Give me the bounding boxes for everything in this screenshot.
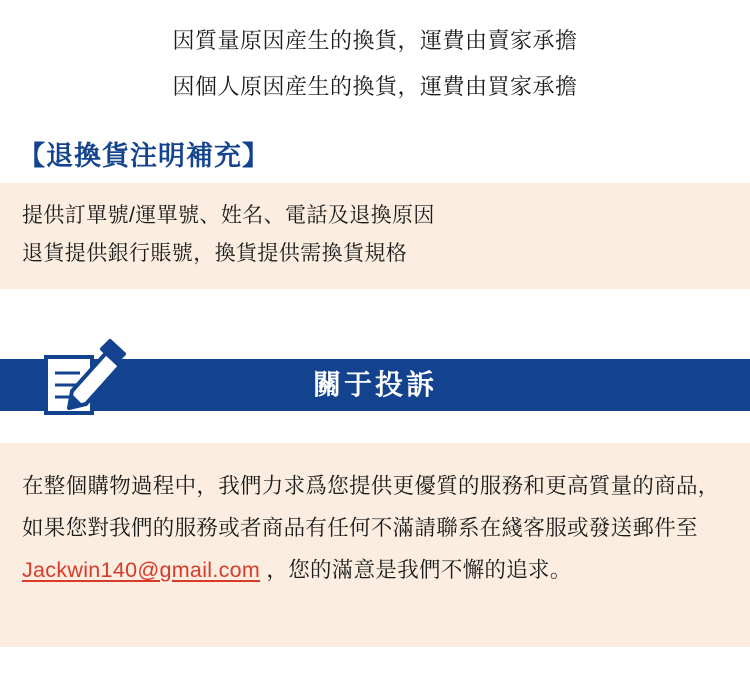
complaint-banner [0,335,750,421]
return-note-block [0,183,750,289]
complaint-text-block [0,443,750,647]
complaint-text-after-email: ，您的滿意是我們不懈的追求。 [260,558,572,582]
return-note-heading: 【退換貨注明補充】 [18,141,270,171]
complaint-text-before-email: 在整個購物過程中，我們力求爲您提供更優質的服務和更高質量的商品，如果您對我們的服務或者商品有任何不滿請聯系在綫客服或發送郵件至 [22,474,720,540]
banner-title: 關于投訴 [312,369,437,400]
top-note-line: 因個人原因産生的換貨，運費由買家承擔 [172,74,578,99]
pencil-write-icon [36,335,128,421]
top-notes-group [0,0,750,110]
support-email-link[interactable]: Jackwin140@gmail.com [22,558,261,582]
complaint-paragraph [0,465,750,591]
return-note-line: 提供訂單號/運單號、姓名、電話及退換原因 [22,204,435,227]
return-note-line: 退貨提供銀行賬號，換貨提供需換貨規格 [22,242,408,265]
top-note-line: 因質量原因産生的換貨，運費由賣家承擔 [172,28,578,53]
